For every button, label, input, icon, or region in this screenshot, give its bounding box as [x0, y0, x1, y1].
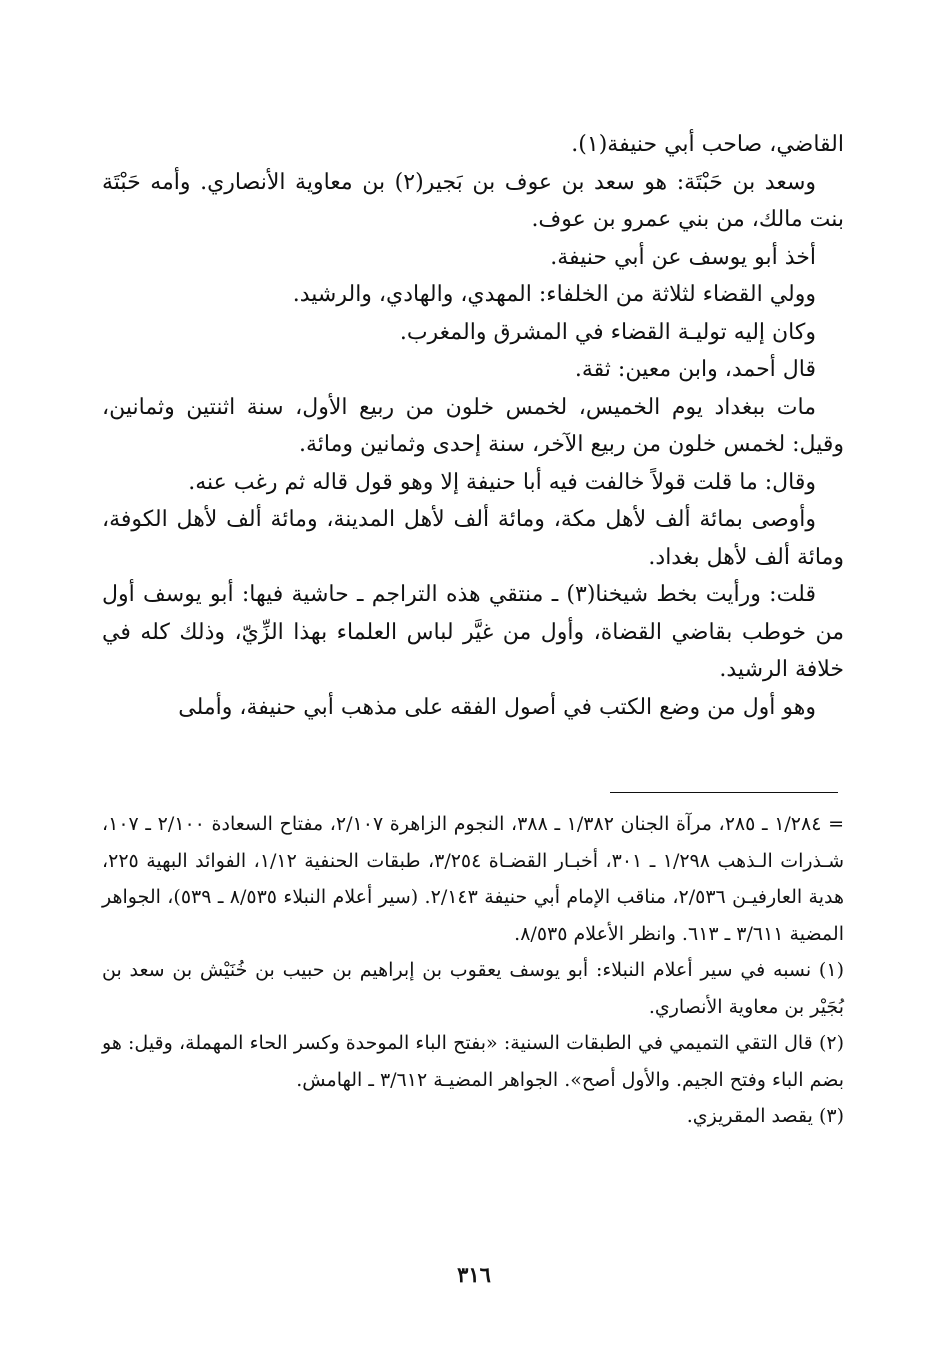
paragraph-6: قال أحمد، وابن معين: ثقة.: [574, 357, 816, 382]
footnotes: [102, 806, 844, 1135]
paragraph-11: وهو أول من وضع الكتب في أصول الفقه على مذهب أبي حنيفة، وأملى: [178, 694, 816, 720]
footnote-2: (٢) قال التقي التميمي في الطبقات السنية: «بفتح الباء الموحدة وكسر الحاء المهملة، وقيل: هو بضم الباء وفتح الجيم. والأول أصح». الجواهر المضيـة ٣/٦١٢ ـ الهامش.: [102, 1032, 844, 1091]
footnote-3: (٣) يقصد المقريزي.: [686, 1105, 844, 1127]
paragraph-3: أخذ أبو يوسف عن أبي حنيفة.: [550, 244, 816, 270]
paragraph-9: وأوصى بمائة ألف لأهل مكة، ومائة ألف لأهل المدينة، ومائة ألف لأهل الكوفة، ومائة ألف لأهل بغداد.: [102, 507, 844, 570]
footnote-1: (١) نسبه في سير أعلام النبلاء: أبو يوسف يعقوب بن إبراهيم بن حبيب بن خُنَيْش بن سعد بن بُجَيْر بن معاوية الأنصاري.: [102, 959, 844, 1018]
paragraph-5: وكان إليه توليـة القضاء في المشرق والمغرب.: [399, 319, 816, 345]
footnote-separator: [610, 792, 838, 793]
paragraph-10: قلت: ورأيت بخط شيخنا(٣) ـ منتقي هذه التراجم ـ حاشية فيها: أبو يوسف أول من خوطب بقاضي القضاة، وأول من غيَّر لباس العلماء بهذا الزِّيّ، وذلك كله في خلافة الرشيد.: [102, 582, 844, 682]
main-text-body: [102, 126, 844, 726]
paragraph-2: وسعد بن حَبْتَة: هو سعد بن عوف بن بَجير(٢) بن معاوية الأنصاري. وأمه حَبْتَة بنت مالك، من بني عمرو بن عوف.: [102, 169, 844, 232]
page-number: ٣١٦: [457, 1262, 491, 1287]
footnote-continuation: = ١/٢٨٤ ـ ٢٨٥، مرآة الجنان ١/٣٨٢ ـ ٣٨٨، النجوم الزاهرة ٢/١٠٧، مفتاح السعادة ٢/١٠٠ ـ ١٠٧، شـذرات الـذهب ١/٢٩٨ ـ ٣٠١، أخبـار القضـاة ٣/٢٥٤، طبقات الحنفية ١/١٢، الفوائد البهية ٢٢٥، هدية العارفيـن ٢/٥٣٦، مناقب الإمام أبي حنيفة ٢/١٤٣. (سير أعلام النبلاء ٨/٥٣٥ ـ ٥٣٩)، الجواهر المضية ٣/٦١١ ـ ٦١٣. وانظر الأعلام ٨/٥٣٥.: [102, 813, 844, 945]
paragraph-4: وولي القضاء لثلاثة من الخلفاء: المهدي، والهادي، والرشيد.: [292, 282, 816, 307]
paragraph-7: مات ببغداد يوم الخميس، لخمس خلون من ربيع الأول، سنة اثنتين وثمانين، وقيل: لخمس خلون من ربيع الآخر، سنة إحدى وثمانين ومائة.: [102, 394, 844, 457]
paragraph-1: القاضي، صاحب أبي حنيفة(١).: [571, 132, 844, 157]
paragraph-8: وقال: ما قلت قولاً خالفت فيه أبا حنيفة إلا وهو قول قاله ثم رغب عنه.: [188, 469, 816, 495]
